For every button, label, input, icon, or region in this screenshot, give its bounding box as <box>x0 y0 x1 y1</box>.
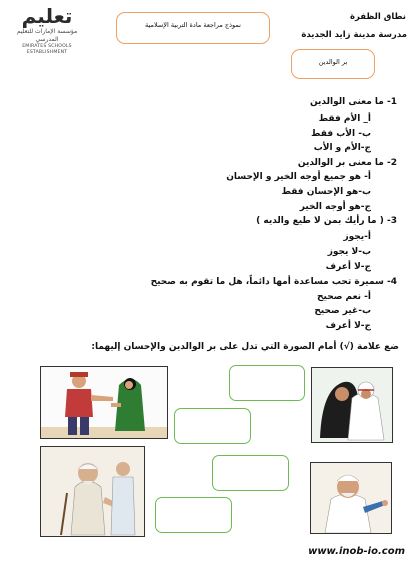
question-3-option-c: ج-لا أعرف <box>325 262 371 272</box>
question-1: 1- ما معنى الوالدين <box>309 97 397 107</box>
topic-label: بر الوالدين <box>318 58 348 66</box>
question-4-option-b: ب-غير صحيح <box>314 306 371 316</box>
illustration-son-hugging-mother <box>311 367 393 443</box>
illustration-man-pushing-woman <box>40 366 168 439</box>
school-name: مدرسة مدينة زايد الجديدة <box>301 30 407 40</box>
answer-box-4[interactable] <box>155 497 232 533</box>
website-watermark: www.inob-io.com <box>308 546 405 557</box>
question-4-option-c: ج-لا أعرف <box>325 321 371 331</box>
picture-task-instruction: ضع علامة (√) أمام الصورة التي تدل على بر الوالدين والإحسان إليهما: <box>91 342 399 352</box>
illustration-elderly-man-seated <box>310 462 392 534</box>
question-1-option-a: أ_ الأم فقط <box>318 114 371 124</box>
worksheet-title-box <box>116 12 270 44</box>
logo-wordmark: تعليم <box>21 4 73 28</box>
question-1-option-c: ج-الأم و الأب <box>313 143 371 153</box>
question-3-option-b: ب-لا يجوز <box>327 247 371 257</box>
question-1-option-b: ب- الأب فقط <box>311 129 371 139</box>
question-3-option-a: أ-يجوز <box>343 232 371 242</box>
zone-label: نطاق الظفرة <box>349 12 406 22</box>
topic-box <box>291 49 375 79</box>
question-2-option-c: ج-هو أوجه الخير <box>299 202 371 212</box>
answer-box-1[interactable] <box>229 365 305 401</box>
question-2-option-b: ب-هو الإحسان فقط <box>281 187 371 197</box>
answer-box-3[interactable] <box>212 455 289 491</box>
logo-subtitle-english: EMIRATES SCHOOLS ESTABLISHMENT <box>22 44 72 55</box>
question-4-option-a: أ- نعم صحيح <box>317 292 371 302</box>
logo-subtitle-arabic: مؤسسة الإمارات للتعليم المدرسي <box>16 28 78 43</box>
question-2-option-a: أ- هو جميع أوجه الخير و الإحسان <box>226 172 371 182</box>
worksheet-title: نموذج مراجعة مادة التربية الإسلامية <box>145 21 241 29</box>
question-2: 2- ما معنى بر الوالدين <box>297 158 397 168</box>
answer-box-2[interactable] <box>174 408 251 444</box>
illustration-elderly-man-with-cane <box>40 446 145 537</box>
question-3: 3- ( ما رأيك بمن لا طيع والديه ) <box>256 216 397 226</box>
question-4: 4- سميرة تحب مساعدة أمها دائماً، هل ما تقوم به صحيح <box>150 277 397 287</box>
school-logo <box>14 4 80 58</box>
